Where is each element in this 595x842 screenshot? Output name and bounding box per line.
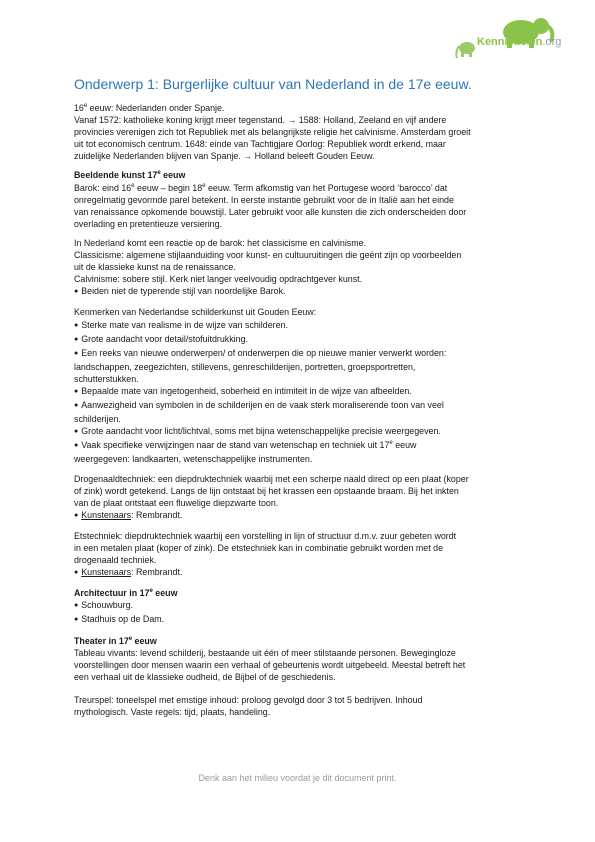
- text-line: landschappen, zeegezichten, stillevens, genreschilderijen, portretten, groepsportretten,: [74, 361, 416, 372]
- drogenaald-section: [74, 473, 530, 523]
- text-line: Vanaf 1572: katholieke koning krijgt meer tegenstand. → 1588: Holland, Zeeland en vijf andere: [74, 115, 447, 126]
- kennisdelen-logo[interactable]: [455, 14, 575, 60]
- bullet-item: [74, 509, 530, 523]
- text-line: van de plaat ontstaat een fluwelige diepzwarte toon.: [74, 497, 279, 508]
- text-line: uit de klassieke kunst na de renaissance.: [74, 262, 236, 273]
- bullet-item: ● Beiden niet de typerende stijl van noordelijke Barok.: [74, 285, 530, 299]
- text-line: Etstechniek: diepdruktechniek waarbij een vorstelling in lijn of structuur d.m.v. zuur gebeten wordt: [74, 530, 457, 541]
- text-line: of zink) wordt getekend. Langs de lijn ontstaat bij het krassen een opstaande braam. Bij het inkten: [74, 485, 459, 496]
- text-line: In Nederland komt een reactie op de barok: het classicisme en calvinisme.: [74, 237, 367, 248]
- bullet-item: ● Bepaalde mate van ingetogenheid, soberheid en intimiteit in de wijze van afbeelden.: [74, 385, 530, 399]
- bullet-item: ● Vaak specifieke verwijzingen naar de stand van wetenschap en techniek uit 17e eeuw: [74, 439, 530, 453]
- text-line: mythologisch. Vaste regels: tijd, plaats, handeling.: [74, 707, 271, 718]
- bullet-item: [74, 566, 530, 580]
- bullet-item: ● Grote aandacht voor detail/stofuitdrukking.: [74, 333, 530, 347]
- classicisme-paragraph: [74, 237, 530, 299]
- text-line: weergegeven: landkaarten, wetenschappelijke instrumenten.: [74, 454, 313, 465]
- bullet-item: ● Sterke mate van realisme in de wijze van schilderen.: [74, 319, 530, 333]
- kunstenaars-label: Kunstenaars: [81, 509, 132, 520]
- treurspel-paragraph: [74, 694, 530, 718]
- text-line: provincies verenigen zich tot Republiek met als belangrijkste religie het calvinisme. Amsterdam groeit: [74, 127, 471, 138]
- bullet-item: ● Stadhuis op de Dam.: [74, 613, 530, 627]
- text-line: Tableau vivants: levend schilderij, bestaande uit één of meer stilstaande personen. Beweginglоze: [74, 647, 456, 658]
- text-line: 16e eeuw: Nederlanden onder Spanje.: [74, 103, 225, 113]
- text-line: een verhaal uit de klassieke oudheid, de Bijbel of de geschiedenis.: [74, 671, 336, 682]
- text-line: Kenmerken van Nederlandse schilderkunst uit Gouden Eeuw:: [74, 307, 317, 318]
- page-footer: Denk aan het milieu voordat je dit document print.: [198, 773, 397, 783]
- text-line: Barok: eind 16e eeuw – begin 18e eeuw. Term afkomstig van het Portugese woord ‘barocco’ dat: [74, 182, 448, 193]
- kenmerken-section: [74, 306, 530, 465]
- document-body: [74, 102, 530, 725]
- artist-name: : Rembrandt.: [131, 567, 183, 578]
- text-line: Classicisme: algemene stijlaanduiding voor kunst- en cultuuruitingen die geënt zijn op voorbeelden: [74, 250, 462, 261]
- text-line: Calvinisme: sobere stijl. Kerk niet langer veelvoudig opdrachtgever kunst.: [74, 274, 363, 285]
- page-title: Onderwerp 1: Burgerlijke cultuur van Nederland in de 17e eeuw.: [74, 76, 472, 92]
- text-line: overlading en pretentieuze versiering.: [74, 218, 223, 229]
- text-line: schilderijen.: [74, 414, 121, 425]
- section-heading: Beeldende kunst 17e eeuw: [74, 170, 186, 181]
- beeldende-kunst-section: [74, 169, 530, 229]
- text-line: Treurspel: toneelspel met emstige inhoud: proloog gevolgd door 3 tot 5 bedrijven. Inhoud: [74, 694, 423, 705]
- section-heading: Theater in 17e eeuw: [74, 635, 157, 646]
- kunstenaars-label: Kunstenaars: [81, 567, 132, 578]
- text-line: onregelmatig gevormde parel betekent. In eerste instantie gebruikt voor de in Italië aan het einde: [74, 194, 454, 205]
- intro-paragraph: [74, 102, 530, 162]
- logo-text: Kennisdelen.org: [477, 36, 562, 48]
- etstechniek-section: [74, 530, 530, 580]
- bullet-item: ● Aanwezigheid van symbolen in de schilderijen en de vaak sterk moraliserende toon van veel: [74, 399, 530, 413]
- text-line: Drogenaaldtechniek: een diepdruktechniek waarbij met een scherpe naald direct op een plaat (koper: [74, 473, 469, 484]
- bullet-item: ● Een reeks van nieuwe onderwerpen/ of onderwerpen die op nieuwe manier verwerkt worden:: [74, 347, 530, 361]
- text-line: voorstellingen door mensen waarin een verhaal of gebeurtenis wordt uitgebeeld. Meestal betreft het: [74, 659, 466, 670]
- text-line: schutterstukken.: [74, 373, 139, 384]
- bullet-item: ● Schouwburg.: [74, 599, 530, 613]
- bullet-item: ● Grote aandacht voor licht/lichtval, soms met bijna wetenschappelijke precisie weergegeven.: [74, 425, 530, 439]
- text-line: uit tot economisch centrum. 1648: einde van Tachtigjare Oorlog: Republiek wordt erkend, maar: [74, 139, 446, 150]
- text-line: in een metalen plaat (koper of zink). De etstechniek kan in combinatie gebruikt worden met de: [74, 543, 444, 553]
- artist-name: : Rembrandt.: [131, 509, 183, 520]
- text-line: zuidelijke Nederlanden blijven van Spanje. → Holland beleeft Gouden Eeuw.: [74, 151, 375, 162]
- section-heading: Architectuur in 17e eeuw: [74, 588, 178, 599]
- architectuur-section: [74, 587, 530, 627]
- text-line: van renaissance opkomende bouwstijl. Later gebruikt voor alle kunsten die zich onderscheiden door: [74, 206, 467, 217]
- text-line: drogenaald techniek.: [74, 555, 157, 566]
- theater-section: [74, 635, 530, 683]
